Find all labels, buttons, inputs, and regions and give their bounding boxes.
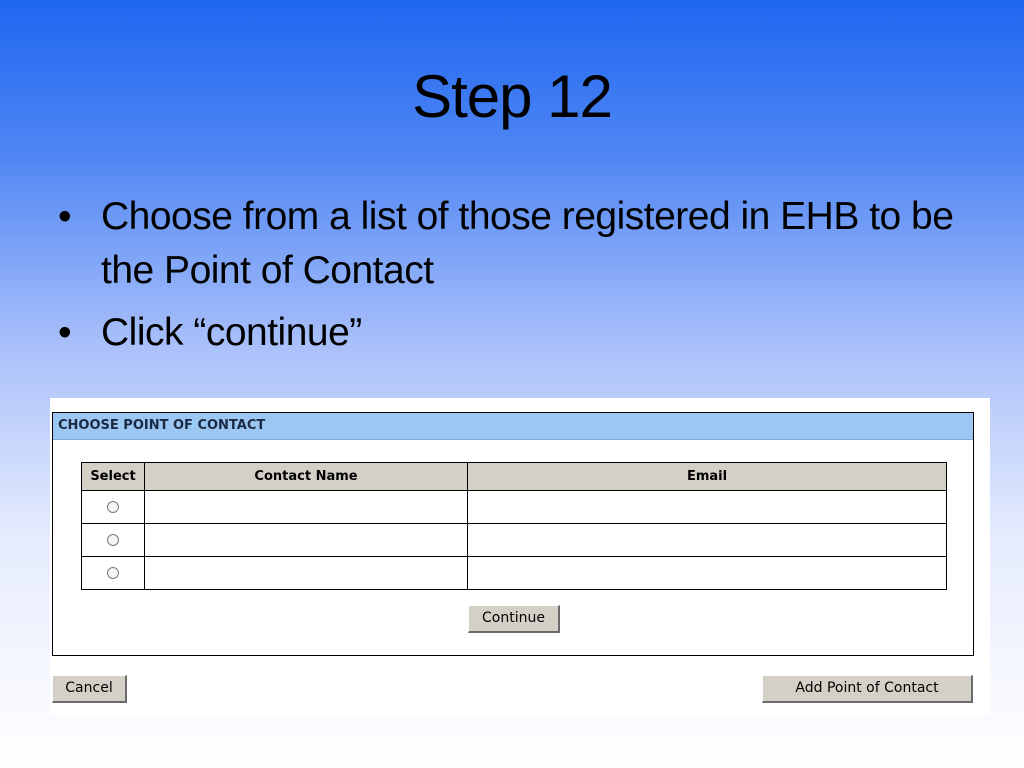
email-cell — [468, 557, 947, 590]
column-header-select: Select — [82, 463, 145, 491]
bullet-item — [58, 306, 958, 360]
table-row — [82, 524, 947, 557]
contact-name-cell — [145, 524, 468, 557]
contact-table — [81, 462, 947, 590]
table-row — [82, 491, 947, 524]
contact-name-cell — [145, 557, 468, 590]
column-header-contact-name: Contact Name — [145, 463, 468, 491]
bullet-text: Click “continue” — [101, 311, 362, 354]
select-radio[interactable] — [107, 534, 119, 546]
select-cell — [82, 524, 145, 557]
table-row — [82, 557, 947, 590]
email-cell — [468, 491, 947, 524]
select-cell — [82, 491, 145, 524]
bullet-item — [58, 190, 958, 298]
bullet-dot: • — [58, 311, 72, 354]
table-header-row — [82, 463, 947, 491]
email-cell — [468, 524, 947, 557]
choose-contact-panel — [52, 412, 974, 656]
contact-name-cell — [145, 491, 468, 524]
cancel-button[interactable]: Cancel — [52, 675, 127, 703]
select-radio[interactable] — [107, 501, 119, 513]
add-point-of-contact-button[interactable]: Add Point of Contact — [762, 675, 973, 703]
select-radio[interactable] — [107, 567, 119, 579]
panel-header: CHOOSE POINT OF CONTACT — [53, 413, 973, 440]
bullet-list — [58, 190, 958, 368]
bullet-text: Choose from a list of those registered in EHB to be the Point of Contact — [101, 195, 954, 292]
embedded-screenshot — [50, 398, 990, 716]
select-cell — [82, 557, 145, 590]
column-header-email: Email — [468, 463, 947, 491]
slide-title: Step 12 — [412, 63, 612, 130]
continue-button[interactable]: Continue — [468, 605, 560, 633]
bullet-dot: • — [58, 195, 72, 238]
